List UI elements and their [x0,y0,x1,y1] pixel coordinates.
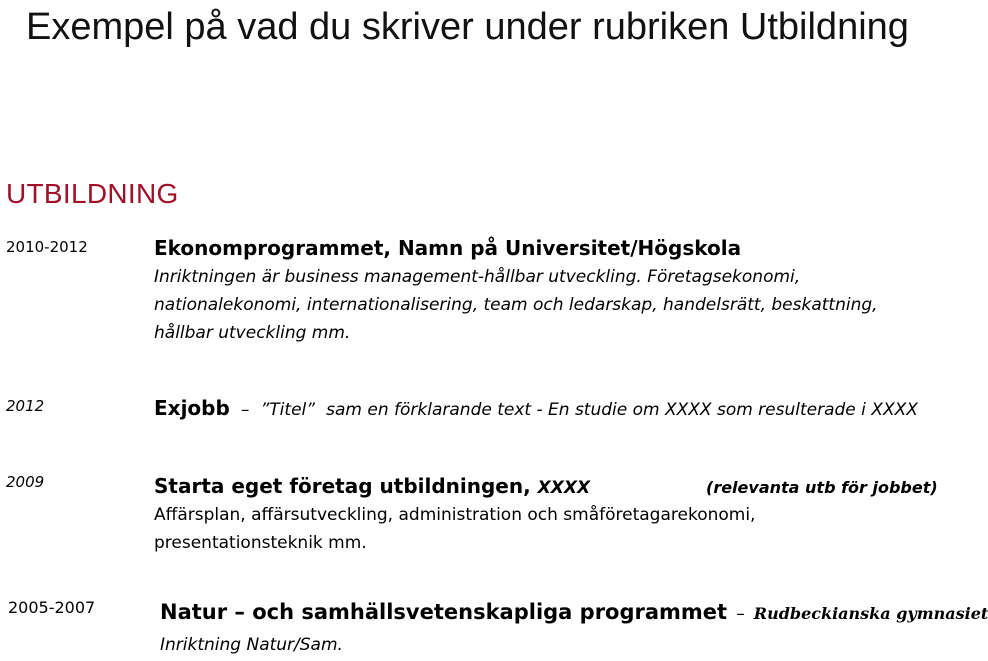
entry-line: Affärsplan, affärsutveckling, administration och småföretagarekonomi, [154,505,756,525]
entry-years: 2012 [6,397,45,415]
entry-line: Inriktning Natur/Sam. [160,635,343,655]
entry-heading-row [154,474,590,498]
entry-title-italic: ”Titel” [260,400,316,420]
section-heading: UTBILDNING [6,178,179,209]
entry-dash: – [240,400,250,420]
entry-years: 2005-2007 [8,598,96,617]
entry-heading: Exjobb [154,396,230,420]
entry-school: Rudbeckianska gymnasiet [753,604,988,623]
entry-heading-italic: XXXX [537,478,591,498]
entry-heading: Ekonomprogrammet, Namn på Universitet/Högskola [154,236,742,260]
entry-years: 2010-2012 [6,238,88,256]
entry-exjobb-row [154,396,918,420]
entry-line: hållbar utveckling mm. [154,323,351,343]
entry-line: presentationsteknik mm. [154,533,367,553]
entry-heading: Starta eget företag utbildningen, [154,474,538,498]
entry-heading: Natur – och samhällsvetenskapliga programmet [160,600,728,624]
page-title: Exempel på vad du skriver under rubriken Utbildning [26,6,909,48]
entry-heading-row [160,600,988,624]
entry-line: nationalekonomi, internationalisering, team och ledarskap, handelsrätt, beskattning, [154,295,878,315]
entry-dash: – [736,604,745,624]
entry-years: 2009 [6,473,45,491]
entry-line: Inriktningen är business management-hållbar utveckling. Företagsekonomi, [154,267,801,287]
entry-note: (relevanta utb för jobbet) [706,478,938,497]
entry-description: sam en förklarande text - En studie om XXXX som resulterade i XXXX [326,400,918,420]
